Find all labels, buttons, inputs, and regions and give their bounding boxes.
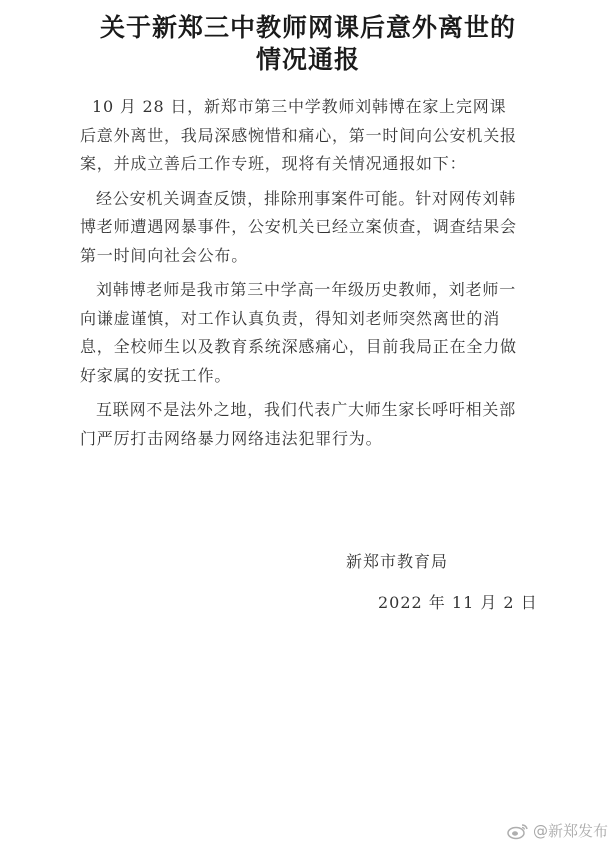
- paragraph-3: 刘韩博老师是我市第三中学高一年级历史教师，刘老师一向谦虚谨慎，对工作认真负责，得知刘老师突然离世的消息，全校师生以及教育系统深感痛心，目前我局正在全力做好家属的安抚工作。: [80, 280, 517, 385]
- weibo-icon: [507, 822, 529, 840]
- paragraph-1: 10 月 28 日，新郑市第三中学教师刘韩博在家上完网课后意外离世，我局深感惋惜和痛心，第一时间向公安机关报案，并成立善后工作专班，现将有关情况通报如下：: [80, 97, 517, 173]
- paragraph-4: 互联网不是法外之地，我们代表广大师生家长呼吁相关部门严厉打击网络暴力网络违法犯罪行为。: [80, 400, 517, 448]
- document-title-line-2: 情况通报: [255, 45, 360, 74]
- watermark-text: @新郑发布: [532, 822, 608, 840]
- document-title-line-1: 关于新郑三中教师网课后意外离世的: [99, 13, 516, 42]
- signature-date: 2022 年 11 月 2 日: [378, 593, 538, 612]
- watermark: [507, 820, 608, 841]
- document-body: [80, 93, 520, 459]
- signature-organization: 新郑市教育局: [346, 552, 449, 571]
- paragraph-2: 经公安机关调查反馈，排除刑事案件可能。针对网传刘韩博老师遭遇网暴事件，公安机关已经立案侦查，调查结果会第一时间向社会公布。: [80, 188, 517, 265]
